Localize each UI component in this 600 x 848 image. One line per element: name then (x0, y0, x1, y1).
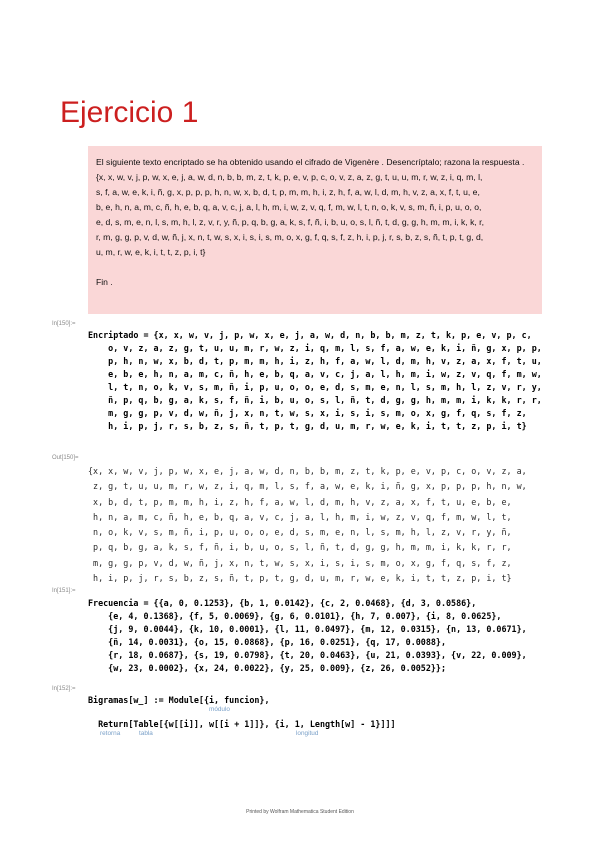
statement-intro: El siguiente texto encriptado se ha obtenido usando el cifrado de Vigenère . Desencríptalo; razona la respuesta . (96, 157, 525, 167)
hint-tabla: tabla (139, 730, 153, 737)
input-label-151: In[151]:= (52, 588, 76, 594)
input-cell-bigramas-line2[interactable]: Return[Table[{w[[i]], w[[i + 1]]}, {i, 1, Length[w] - 1}]]] (88, 719, 396, 729)
input-cell-bigramas-line1[interactable]: Bigramas[w_] := Module[{i, funcion}, (88, 695, 270, 705)
cipher-line: r, m, g, g, p, v, d, w, ñ, j, x, n, t, w, s, x, i, s, i, s, m, o, x, g, f, q, s, f, z, h, i, p, j, r, s, b, z, s, ñ, t, p, t, g, d, (96, 232, 484, 242)
cipher-line: {x, x, w, v, j, p, w, x, e, j, a, w, d, n, b, b, m, z, t, k, p, e, v, p, c, o, v, z, a, z, g, t, u, u, m, r, w, z, i, q, m, l, (96, 172, 483, 182)
input-cell-frecuencia[interactable]: Frecuencia = {{a, 0, 0.1253}, {b, 1, 0.0142}, {c, 2, 0.0468}, {d, 3, 0.0586}, {e, 4, 0.1368}, {f, 5, 0.0069}, {g, 6, 0.0101}, {h, 7, 0.007}, {i, 8, 0.0625}, {j, 9, 0.0044}, {k, 10, 0.0001}, {l, 11, 0.0497}, {m, 12, 0.0315}, {n, 13, 0.0671}, {ñ, 14, 0.0031}, {o, 15, 0.0868}, {p, 16, 0.0251}, {q, 17, 0.0088}, {r, 18, 0.0687}, {s, 19, 0.0798}, {t, 20, 0.0463}, {u, 21, 0.0393}, {v, 22, 0.009}, {w, 23, 0.0002}, {x, 24, 0.0022}, {y, 25, 0.009}, {z, 26, 0.0052}}; (88, 598, 527, 673)
input-label-152: In[152]:= (52, 686, 76, 692)
hint-modulo: módulo (209, 706, 230, 713)
cipher-line: s, f, a, w, e, k, i, ñ, g, x, p, p, p, h, n, w, x, b, d, t, p, m, m, h, i, z, h, f, a, w, l, d, m, h, v, z, a, x, f, t, u, e, (96, 187, 480, 197)
page-title: Ejercicio 1 (60, 96, 199, 129)
cipher-line: u, m, r, w, e, k, i, t, t, z, p, i, t} (96, 247, 206, 257)
input-cell-encriptado[interactable]: Encriptado = {x, x, w, v, j, p, w, x, e, j, a, w, d, n, b, b, m, z, t, k, p, e, v, p, c, o, v, z, a, z, g, t, u, u, m, r, w, z, i, q, m, l, s, f, a, w, e, k, i, ñ, g, x, p, p, p, h, n, w, x, b, d, t, p, m, m, h, i, z, h, f, a, w, l, d, m, h, v, z, a, x, f, t, u, e, b, e, h, n, a, m, c, ñ, h, e, b, q, a, v, c, j, a, l, h, m, i, w, z, v, q, f, m, w, l, t, n, o, k, v, s, m, ñ, i, p, u, o, o, e, d, s, m, e, n, l, s, m, h, l, z, v, r, y, ñ, p, q, b, g, a, k, s, f, ñ, i, b, u, o, s, l, ñ, t, d, g, g, h, m, m, i, k, k, r, r, m, g, g, p, v, d, w, ñ, j, x, n, t, w, s, x, i, s, i, s, m, o, x, g, f, q, s, f, z, h, i, p, j, r, s, b, z, s, ñ, t, p, t, g, d, u, m, r, w, e, k, i, t, t, z, p, i, t} (88, 330, 542, 431)
input-label-150: In[150]:= (52, 321, 76, 327)
cipher-line: e, d, s, m, e, n, l, s, m, h, l, z, v, r, y, ñ, p, q, b, g, a, k, s, f, ñ, i, b, u, o, s, l, ñ, t, d, g, g, h, m, m, i, k, k, r, (96, 217, 484, 227)
hint-retorna: retorna (100, 730, 121, 737)
cipher-line: b, e, h, n, a, m, c, ñ, h, e, b, q, a, v, c, j, a, l, h, m, i, w, z, v, q, f, m, w, l, t, n, o, k, v, s, m, ñ, i, p, u, o, o, (96, 202, 482, 212)
print-footer: Printed by Wolfram Mathematica Student Edition (246, 809, 354, 815)
exercise-statement (88, 146, 542, 314)
output-cell-150: {x, x, w, v, j, p, w, x, e, j, a, w, d, n, b, b, m, z, t, k, p, e, v, p, c, o, v, z, a, z, g, t, u, u, m, r, w, z, i, q, m, l, s, f, a, w, e, k, i, ñ, g, x, p, p, p, h, n, w, x, b, d, t, p, m, m, h, i, z, h, f, a, w, l, d, m, h, v, z, a, x, f, t, u, e, b, e, h, n, a, m, c, ñ, h, e, b, q, a, v, c, j, a, l, h, m, i, w, z, v, q, f, m, w, l, t, n, o, k, v, s, m, ñ, i, p, u, o, o, e, d, s, m, e, n, l, s, m, h, l, z, v, r, y, ñ, p, q, b, g, a, k, s, f, ñ, i, b, u, o, s, l, ñ, t, d, g, g, h, m, m, i, k, k, r, r, m, g, g, p, v, d, w, ñ, j, x, n, t, w, s, x, i, s, i, s, m, o, x, g, f, q, s, f, z, h, i, p, j, r, s, b, z, s, ñ, t, p, t, g, d, u, m, r, w, e, k, i, t, t, z, p, i, t} (88, 466, 527, 584)
hint-longitud: longitud (296, 730, 319, 737)
statement-closing: Fin . (96, 277, 113, 287)
output-label-150: Out[150]= (52, 455, 79, 461)
